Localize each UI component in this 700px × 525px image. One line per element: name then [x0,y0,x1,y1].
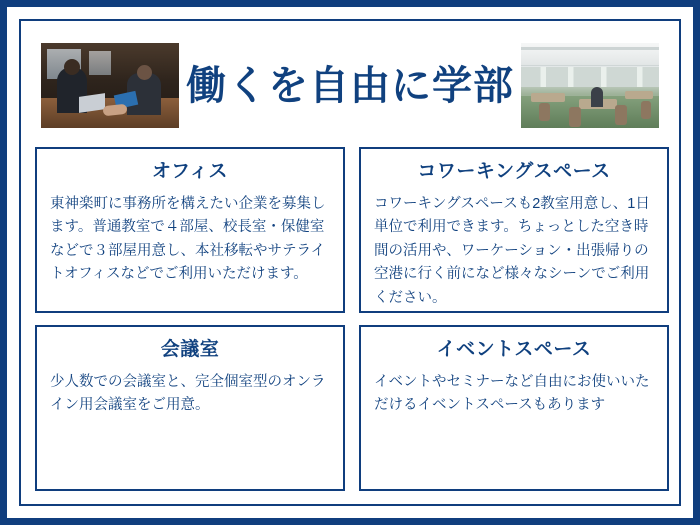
office-meeting-photo [41,43,179,128]
chair-shape [569,107,581,127]
card-title: オフィス [152,161,228,182]
poster-title-text: 働くを自由に学部 [186,63,514,108]
card-title: イベントスペース [436,339,592,360]
table-shape [531,93,565,102]
person-head-shape [64,59,80,75]
person-shape [591,87,603,107]
chair-shape [615,105,627,125]
card-title: 会議室 [160,339,220,360]
info-card-grid [35,147,669,491]
chair-shape [539,103,550,121]
table-shape [625,91,653,99]
card-body: 少人数での会議室と、完全個室型のオンライン用会議室をご用意。 [50,374,326,414]
card-body: 東神楽町に事務所を構えたい企業を募集します。普通教室で４部屋、校長室・保健室などで３部屋用意し、本社移転やサテライトオフィスなどでご利用いただけます。 [50,196,326,283]
chair-shape [641,101,651,119]
info-card-coworking-space [359,147,669,313]
info-card-meeting-room [35,325,345,491]
person-head-shape [137,65,152,80]
coworking-lounge-photo [521,43,659,128]
poster-inner-frame [19,19,681,506]
window-shape [89,51,111,75]
card-body: コワーキングスペースも2教室用意し、1日単位で利用できます。ちょっとした空き時間の活用や、ワーケーション・出張帰りの空港に行く前になど様々なシーンでご利用ください。 [374,196,650,306]
info-card-office [35,147,345,313]
card-title: コワーキングスペース [417,161,611,182]
info-card-event-space [359,325,669,491]
card-body: イベントやセミナーなど自由にお使いいただけるイベントスペースもあります [374,374,650,414]
ceiling-beam-shape [521,47,659,50]
poster-header [21,21,679,143]
window-row-shape [521,67,659,87]
